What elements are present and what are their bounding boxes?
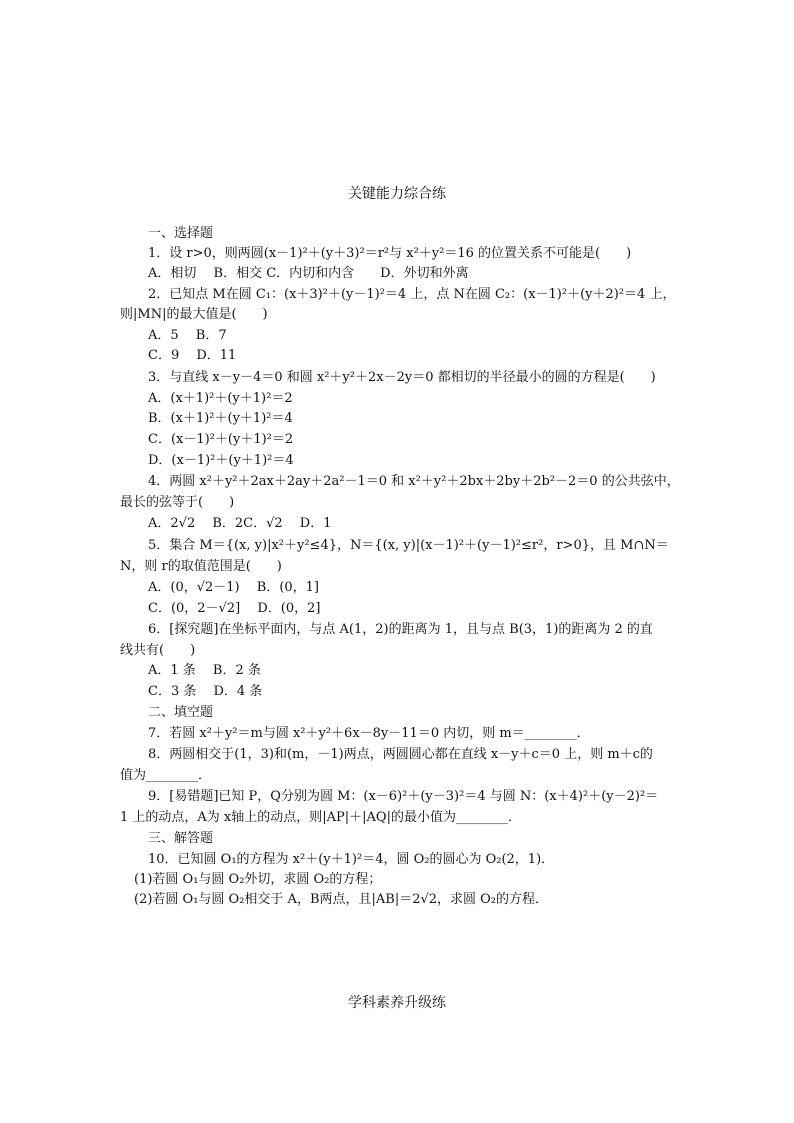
question-5: 5．集合 M＝{(x, y)|x²＋y²≤4}，N＝{(x, y)|(x－1)²＋(y－1)²≤r²，r>0}，且 M∩N＝ xyxy=(148,538,669,553)
question-6-cont: 线共有( ) xyxy=(120,643,196,658)
q3-option-d: D．(x－1)²＋(y＋1)²＝4 xyxy=(148,453,294,468)
footer-section-title: 学科素养升级练 xyxy=(348,995,446,1011)
question-10-part-1: (1)若圆 O₁与圆 O₂外切，求圆 O₂的方程； xyxy=(134,872,382,887)
question-7: 7．若圆 x²＋y²＝m与圆 x²＋y²＋6x－8y－11＝0 内切，则 m＝________． xyxy=(148,726,590,741)
question-2-cont: 则|MN|的最大值是( ) xyxy=(120,307,268,322)
question-3: 3．与直线 x－y－4＝0 和圆 x²＋y²＋2x－2y＝0 都相切的半径最小的圆的方程是( ) xyxy=(148,370,656,385)
question-2: 2．已知点 M在圆 C₁：(x＋3)²＋(y－1)²＝4 上，点 N在圆 C₂：(x－1)²＋(y＋2)²＝4 上， xyxy=(148,287,676,302)
question-10: 10．已知圆 O₁的方程为 x²＋(y＋1)²＝4，圆 O₂的圆心为 O₂(2，1)． xyxy=(148,852,555,867)
question-8: 8．两圆相交于(1，3)和(m，－1)两点，两圆圆心都在直线 x－y＋c＝0 上，则 m＋c的 xyxy=(148,747,653,762)
q6-options-b: C．3 条 D．4 条 xyxy=(148,684,263,699)
q3-option-a: A．(x＋1)²＋(y＋1)²＝2 xyxy=(148,391,293,406)
question-4-cont: 最长的弦等于( ) xyxy=(120,495,235,510)
question-10-part-2: (2)若圆 O₁与圆 O₂相交于 A，B两点，且|AB|＝2√2，求圆 O₂的方程． xyxy=(134,892,549,907)
heading-choice: 一、选择题 xyxy=(148,226,214,241)
question-9: 9．[易错题]已知 P，Q分别为圆 M：(x－6)²＋(y－3)²＝4 与圆 N：(x＋4)²＋(y－2)²＝ xyxy=(148,789,659,804)
heading-fill: 二、填空题 xyxy=(148,705,214,720)
question-6: 6．[探究题]在坐标平面内，与点 A(1，2)的距离为 1，且与点 B(3，1)的距离为 2 的直 xyxy=(148,622,653,637)
question-8-cont: 值为________． xyxy=(120,768,212,783)
q4-options: A．2√2 B．2C．√2 D．1 xyxy=(148,516,332,531)
q5-options-a: A．(0，√2－1) B．(0，1] xyxy=(148,580,319,595)
section-title: 关键能力综合练 xyxy=(348,186,446,202)
q3-option-b: B．(x＋1)²＋(y＋1)²＝4 xyxy=(148,411,293,426)
q5-options-b: C．(0，2－√2] D．(0，2] xyxy=(148,601,321,616)
question-4: 4．两圆 x²＋y²＋2ax＋2ay＋2a²－1＝0 和 x²＋y²＋2bx＋2by＋2b²－2＝0 的公共弦中， xyxy=(148,474,680,489)
question-1: 1．设 r>0，则两圆(x－1)²＋(y＋3)²＝r²与 x²＋y²＝16 的位置关系不可能是( ) xyxy=(148,246,632,261)
q3-option-c: C．(x－1)²＋(y＋1)²＝2 xyxy=(148,432,294,447)
q2-options-b: C．9 D．11 xyxy=(148,348,237,363)
q1-options: A．相切 B．相交 C．内切和内含 D．外切和外离 xyxy=(148,266,469,281)
heading-solve: 三、解答题 xyxy=(148,831,214,846)
question-9-cont: 1 上的动点，A为 x轴上的动点，则|AP|＋|AQ|的最小值为________． xyxy=(120,810,521,825)
question-5-cont: N，则 r的取值范围是( ) xyxy=(120,559,282,574)
q6-options-a: A．1 条 B．2 条 xyxy=(148,663,261,678)
q2-options-a: A．5 B．7 xyxy=(148,328,227,343)
